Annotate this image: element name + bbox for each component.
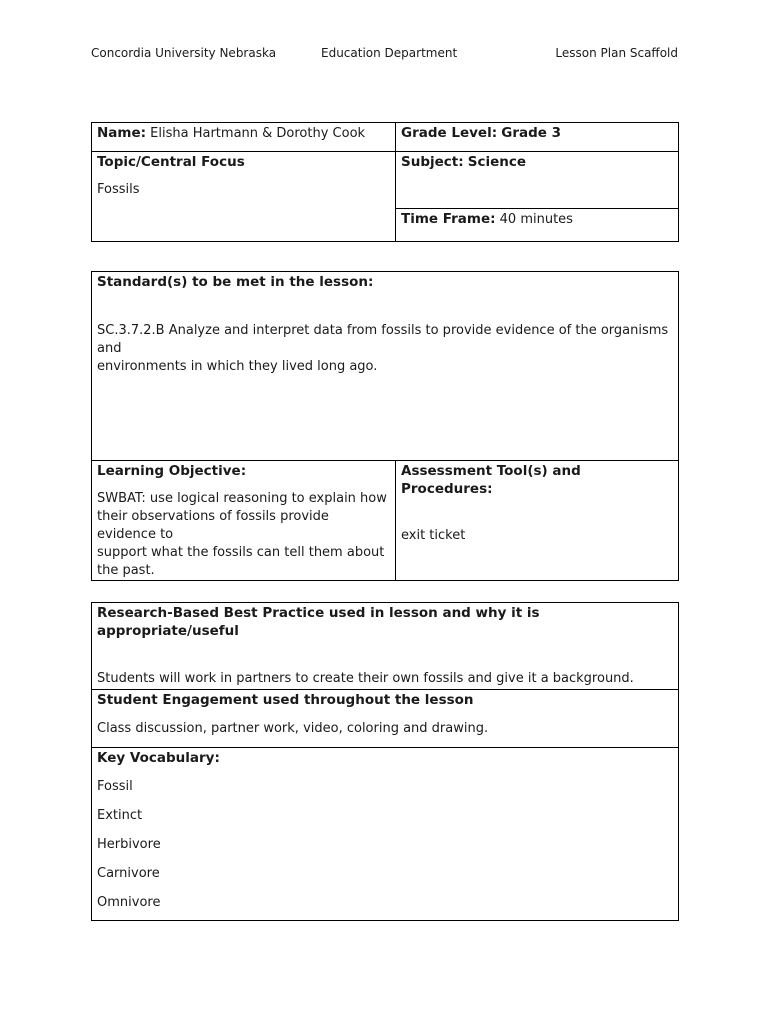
subject-label: Subject: bbox=[401, 154, 464, 170]
learning-objective-line-4: the past. bbox=[97, 563, 155, 578]
standards-table bbox=[91, 271, 679, 581]
name-cell bbox=[92, 123, 396, 152]
topic-value: Fossils bbox=[97, 182, 140, 197]
topic-cell bbox=[92, 152, 396, 242]
best-practice-text: Students will work in partners to create their own fossils and give it a background. bbox=[97, 671, 634, 686]
key-vocabulary-label: Key Vocabulary: bbox=[97, 750, 220, 766]
learning-objective-cell bbox=[92, 461, 396, 581]
page-header bbox=[91, 46, 678, 64]
subject-value: Science bbox=[467, 154, 527, 170]
standards-text-line-2: environments in which they lived long ago. bbox=[97, 359, 378, 374]
header-university: Concordia University Nebraska bbox=[91, 46, 277, 60]
vocab-item: Extinct bbox=[97, 808, 143, 823]
header-document-type: Lesson Plan Scaffold bbox=[555, 46, 678, 60]
best-practice-cell bbox=[92, 603, 679, 690]
standards-cell bbox=[92, 272, 679, 461]
time-frame-value: 40 minutes bbox=[499, 212, 573, 227]
practice-table bbox=[91, 602, 679, 921]
standards-text-line-1: SC.3.7.2.B Analyze and interpret data from fossils to provide evidence of the organisms and bbox=[97, 323, 669, 356]
info-table bbox=[91, 122, 679, 242]
grade-value: Grade 3 bbox=[501, 125, 562, 141]
best-practice-label: Research-Based Best Practice used in lesson and why it is appropriate/useful bbox=[97, 605, 540, 639]
subject-cell bbox=[396, 152, 679, 209]
vocab-item: Fossil bbox=[97, 779, 133, 794]
vocab-item: Carnivore bbox=[97, 866, 160, 881]
assessment-value: exit ticket bbox=[401, 528, 466, 543]
learning-objective-label: Learning Objective: bbox=[97, 463, 247, 479]
time-frame-label: Time Frame: bbox=[401, 211, 496, 227]
assessment-cell bbox=[396, 461, 679, 581]
learning-objective-line-1: SWBAT: use logical reasoning to explain how bbox=[97, 491, 387, 506]
name-label: Name: bbox=[97, 125, 147, 141]
name-value: Elisha Hartmann & Dorothy Cook bbox=[150, 126, 366, 141]
header-department: Education Department bbox=[321, 46, 458, 60]
grade-cell bbox=[396, 123, 679, 152]
student-engagement-text: Class discussion, partner work, video, coloring and drawing. bbox=[97, 721, 489, 736]
grade-label: Grade Level: bbox=[401, 125, 498, 141]
vocab-item: Herbivore bbox=[97, 837, 161, 852]
learning-objective-line-3: support what the fossils can tell them about bbox=[97, 545, 385, 560]
standards-label: Standard(s) to be met in the lesson: bbox=[97, 274, 374, 290]
time-frame-cell bbox=[396, 209, 679, 242]
learning-objective-line-2: their observations of fossils provide evidence to bbox=[97, 509, 329, 542]
assessment-label: Assessment Tool(s) and Procedures: bbox=[401, 463, 581, 497]
student-engagement-cell bbox=[92, 690, 679, 748]
student-engagement-label: Student Engagement used throughout the lesson bbox=[97, 692, 474, 708]
key-vocabulary-cell bbox=[92, 748, 679, 921]
topic-label: Topic/Central Focus bbox=[97, 154, 245, 170]
vocab-item: Omnivore bbox=[97, 895, 161, 910]
